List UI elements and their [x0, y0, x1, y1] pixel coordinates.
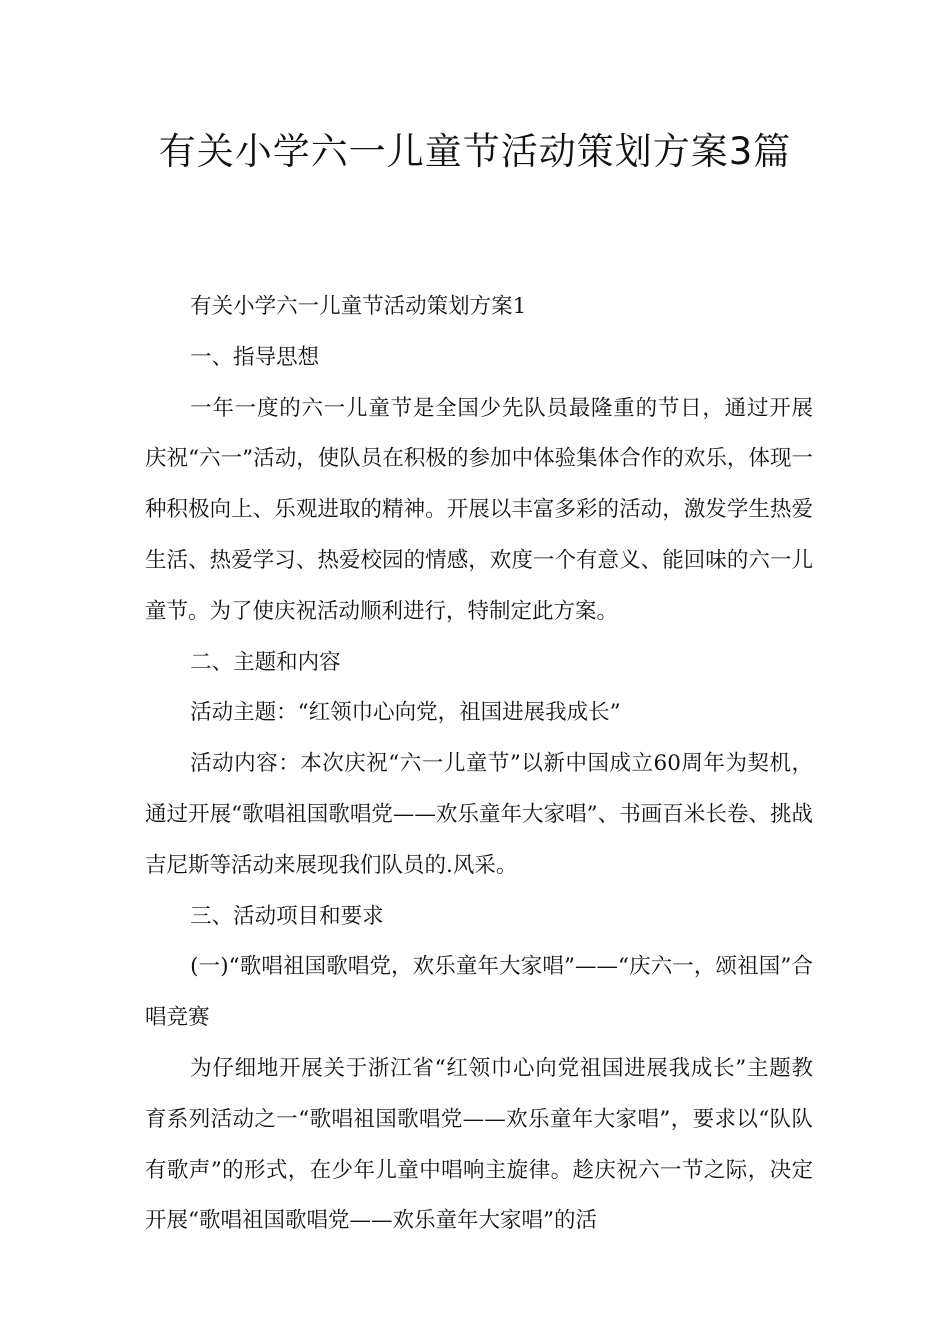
heading-theme-content: 二、主题和内容 — [190, 649, 341, 675]
paragraph-guiding-thought: 一年一度的六一儿童节是全国少先队员最隆重的节日，通过开展庆祝“六一”活动，使队员在积极的参加中体验集体合作的欢乐，体现一种积极向上、乐观进取的精神。开展以丰富多彩的活动，激发学生热爱生活、热爱学习、热爱校园的情感，欢度一个有意义、能回味的六一儿童节。为了使庆祝活动顺利进行，特制定此方案。 — [145, 395, 813, 624]
heading-activity-items: 三、活动项目和要求 — [190, 903, 384, 929]
document-body — [145, 282, 813, 1247]
heading-guiding-thought: 一、指导思想 — [190, 344, 320, 370]
document-title: 有关小学六一儿童节活动策划方案3篇 — [158, 130, 792, 173]
section-subtitle: 有关小学六一儿童节活动策划方案1 — [190, 294, 527, 319]
paragraph-content: 活动内容：本次庆祝“六一儿童节”以新中国成立60周年为契机，通过开展“歌唱祖国歌唱党——欢乐童年大家唱”、书画百米长卷、挑战吉尼斯等活动来展现我们队员的.风采。 — [145, 751, 813, 878]
paragraph-item-one-detail: 为仔细地开展关于浙江省“红领巾心向党祖国进展我成长”主题教育系列活动之一“歌唱祖国歌唱党——欢乐童年大家唱”，要求以“队队有歌声”的形式，在少年儿童中唱响主旋律。趁庆祝六一节之际，决定开展“歌唱祖国歌唱党——欢乐童年大家唱”的活 — [145, 1055, 813, 1234]
paragraph-theme: 活动主题：“红领巾心向党，祖国进展我成长” — [190, 700, 621, 726]
paragraph-item-one: (一)“歌唱祖国歌唱党，欢乐童年大家唱”——“庆六一，颂祖国”合唱竞赛 — [145, 954, 813, 1031]
